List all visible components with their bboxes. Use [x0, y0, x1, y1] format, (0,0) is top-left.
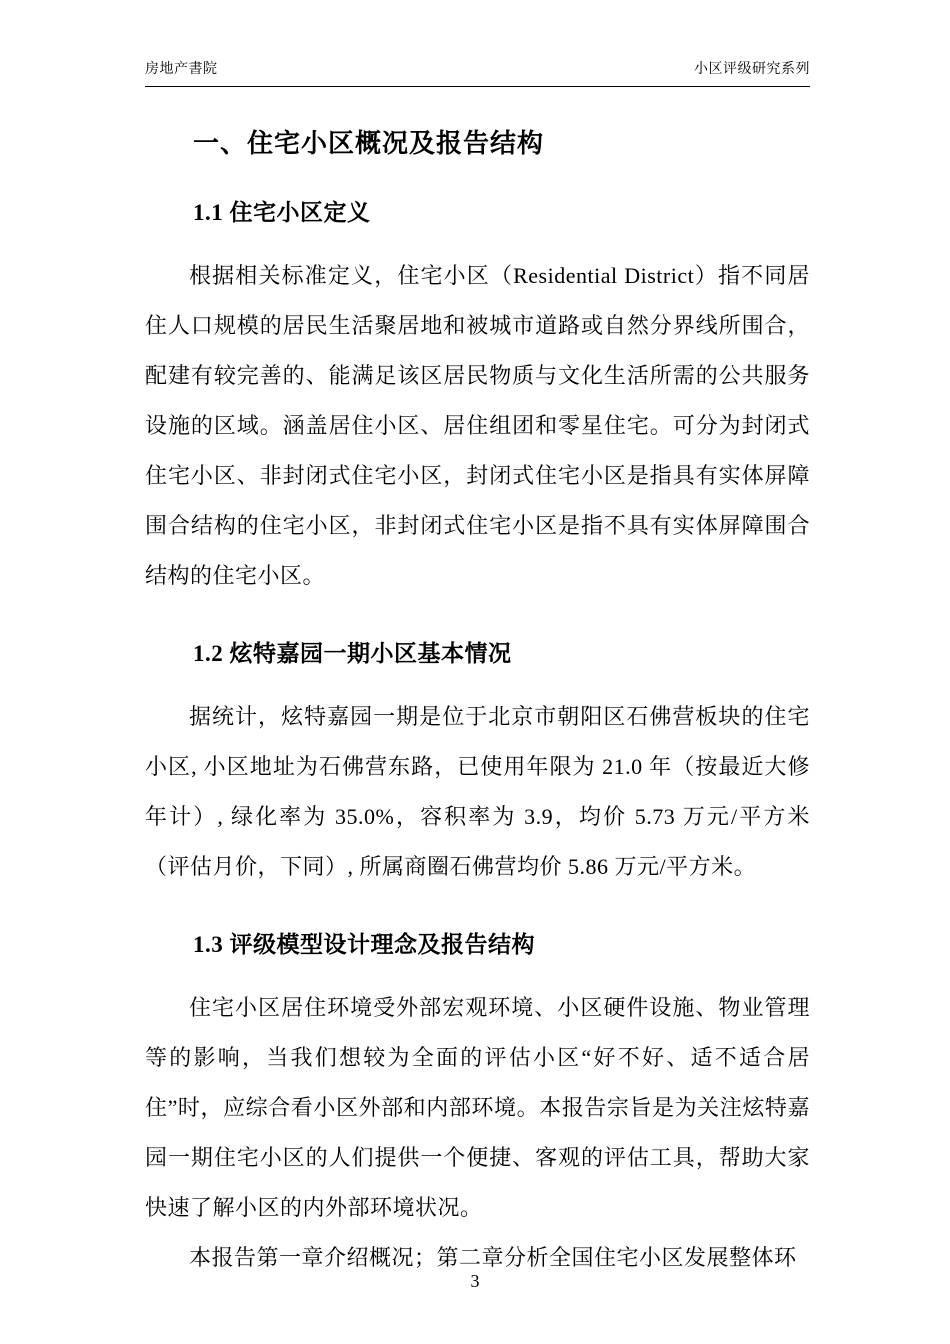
section-1-2-paragraph: 据统计，炫特嘉园一期是位于北京市朝阳区石佛营板块的住宅小区, 小区地址为石佛营东路，已使用年限为 21.0 年（按最近大修年计）, 绿化率为 35.0%，容积率为 3.9，均价 5.73 万元/平方米（评估月价，下同）, 所属商圈石佛营均价 5.86 万元/平方米。 [145, 704, 810, 879]
page-number: 3 [470, 1271, 480, 1291]
section-1-1-paragraph: 根据相关标准定义，住宅小区（Residential District）指不同居住人口规模的居民生活聚居地和被城市道路或自然分界线所围合，配建有较完善的、能满足该区居民物质与文化生活所需的公共服务设施的区域。涵盖居住小区、居住组团和零星住宅。可分为封闭式住宅小区、非封闭式住宅小区，封闭式住宅小区是指具有实体屏障围合结构的住宅小区，非封闭式住宅小区是指不具有实体屏障围合结构的住宅小区。 [145, 263, 810, 588]
document-body [145, 105, 810, 1283]
chapter-title: 一、住宅小区概况及报告结构 [193, 129, 545, 158]
section-1-2-title: 1.2 炫特嘉园一期小区基本情况 [193, 641, 512, 666]
section-1-3 [145, 926, 810, 1283]
section-1-1 [145, 194, 810, 601]
section-1-3-title: 1.3 评级模型设计理念及报告结构 [193, 932, 535, 957]
header-right-text: 小区评级研究系列 [694, 62, 810, 77]
header-left-text: 房地产書院 [145, 62, 218, 77]
section-1-3-paragraph-1: 住宅小区居住环境受外部宏观环境、小区硬件设施、物业管理等的影响，当我们想较为全面的评估小区“好不好、适不适合居住”时，应综合看小区外部和内部环境。本报告宗旨是为关注炫特嘉园一期住宅小区的人们提供一个便捷、客观的评估工具，帮助大家快速了解小区的内外部环境状况。 [145, 995, 810, 1220]
section-1-3-paragraph-2: 本报告第一章介绍概况；第二章分析全国住宅小区发展整体环 [189, 1245, 797, 1270]
page-header [145, 58, 810, 87]
section-1-1-title: 1.1 住宅小区定义 [193, 200, 371, 225]
section-1-2 [145, 635, 810, 892]
